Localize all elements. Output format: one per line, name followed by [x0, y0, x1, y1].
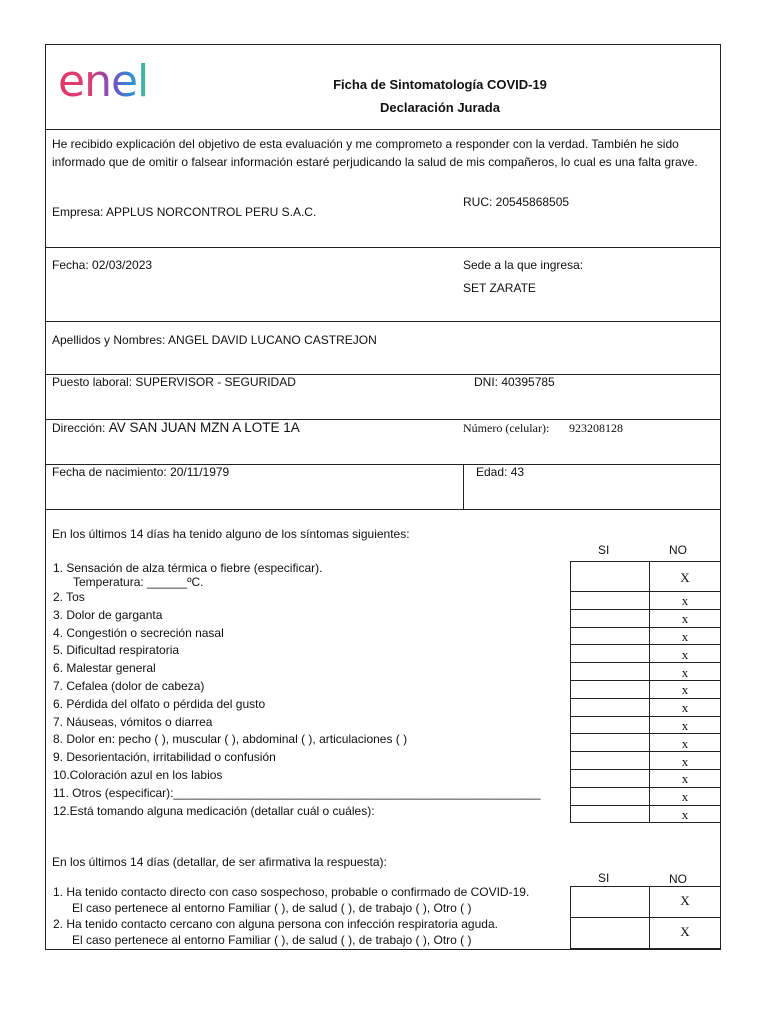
direccion-field — [52, 420, 300, 436]
divider — [45, 129, 721, 130]
symptom-item: 5. Dificultad respiratoria — [53, 643, 180, 658]
col-si: SI — [598, 871, 610, 885]
no-mark: x — [681, 682, 689, 698]
si-cell[interactable] — [570, 698, 650, 717]
si-cell[interactable] — [570, 886, 650, 918]
symptom-item: 2. Tos — [53, 590, 85, 604]
si-cell[interactable] — [570, 716, 650, 735]
no-mark: x — [681, 771, 689, 787]
no-mark: x — [681, 753, 689, 769]
celular-value: 923208128 — [569, 421, 623, 435]
symptom-item: 9. Desorientación, irritabilidad o confusión — [53, 750, 276, 765]
contacts-question: En los últimos 14 días (detallar, de ser afirmativa la respuesta): — [52, 855, 387, 869]
empresa-field: Empresa: APPLUS NORCONTROL PERU S.A.C. — [52, 205, 317, 219]
si-cell[interactable] — [570, 662, 650, 681]
si-cell[interactable] — [570, 787, 650, 806]
divider — [463, 464, 464, 509]
symptom-item: 12.Está tomando alguna medicación (detallar cuál o cuáles): — [53, 803, 375, 818]
no-mark: x — [681, 611, 689, 627]
symptom-item: 10.Coloración azul en los labios — [53, 768, 223, 782]
col-si: SI — [598, 543, 610, 557]
symptom-item: Temperatura: ______ºC. — [73, 575, 204, 589]
no-mark: X — [680, 893, 690, 908]
si-cell[interactable] — [570, 805, 650, 824]
enel-logo — [58, 58, 170, 104]
no-mark: x — [681, 646, 689, 662]
symptom-item: 6. Malestar general — [53, 661, 156, 676]
si-cell[interactable] — [570, 733, 650, 752]
direccion-value: AV SAN JUAN MZN A LOTE 1A — [108, 420, 300, 435]
direccion-label: Dirección: — [52, 421, 109, 435]
nacimiento-field: Fecha de nacimiento: 20/11/1979 — [52, 465, 230, 479]
si-cell[interactable] — [570, 609, 650, 628]
form-subtitle: Declaración Jurada — [380, 100, 500, 115]
si-cell[interactable] — [570, 769, 650, 788]
no-mark: X — [680, 569, 690, 585]
ruc-field: RUC: 20545868505 — [463, 195, 570, 209]
no-mark: x — [681, 735, 689, 751]
col-no: NO — [669, 543, 687, 557]
no-mark: x — [681, 700, 689, 716]
no-mark: x — [681, 718, 689, 733]
no-mark: X — [680, 924, 690, 939]
dni-field: DNI: 40395785 — [474, 375, 555, 389]
edad-field: Edad: 43 — [476, 465, 525, 479]
divider — [45, 321, 721, 322]
no-mark: x — [681, 593, 689, 609]
svg-text:enel: enel — [58, 58, 149, 104]
form-title: Ficha de Sintomatología COVID-19 — [333, 77, 547, 92]
contact-question-1: 1. Ha tenido contacto directo con caso sospechoso, probable o confirmado de COVID-19. — [53, 885, 530, 899]
symptom-item: 7. Náuseas, vómitos o diarrea — [53, 714, 213, 729]
contact-question-2-detail: El caso pertenece al entorno Familiar ( ), de salud ( ), de trabajo ( ), Otro ( ) — [72, 933, 472, 947]
si-cell[interactable] — [570, 644, 650, 663]
symptom-item: 11. Otros (especificar):_______________________________________________________ — [53, 785, 541, 800]
no-mark: x — [681, 789, 689, 805]
no-mark: x — [681, 664, 689, 680]
symptom-item: 7. Cefalea (dolor de cabeza) — [53, 679, 205, 693]
si-cell[interactable] — [570, 917, 650, 949]
contact-question-1-detail: El caso pertenece al entorno Familiar ( ), de salud ( ), de trabajo ( ), Otro ( ) — [72, 901, 472, 915]
si-cell[interactable] — [570, 680, 650, 699]
si-cell[interactable] — [570, 561, 650, 592]
symptom-item: 4. Congestión o secreción nasal — [53, 625, 224, 640]
nombres-field: Apellidos y Nombres: ANGEL DAVID LUCANO CASTREJON — [52, 333, 377, 347]
symptom-item: 8. Dolor en: pecho ( ), muscular ( ), abdominal ( ), articulaciones ( ) — [53, 732, 408, 747]
contact-question-2: 2. Ha tenido contacto cercano con alguna persona con infección respiratoria aguda. — [53, 917, 498, 931]
fecha-field: Fecha: 02/03/2023 — [52, 258, 153, 272]
si-cell[interactable] — [570, 627, 650, 646]
si-cell[interactable] — [570, 751, 650, 770]
col-no: NO — [669, 872, 687, 886]
no-mark: x — [681, 629, 689, 644]
puesto-field: Puesto laboral: SUPERVISOR - SEGURIDAD — [52, 375, 296, 389]
si-cell[interactable] — [570, 591, 650, 610]
divider — [45, 509, 721, 510]
intro-line: He recibido explicación del objetivo de esta evaluación y me comprometo a responder con la verdad. También he sido — [52, 137, 679, 151]
celular-label: Número (celular): — [463, 421, 550, 435]
sede-label: Sede a la que ingresa: — [463, 258, 584, 272]
intro-line: informado que de omitir o falsear información estaré perjudicando la salud de mis compañeros, lo cual es una falta grave. — [52, 155, 698, 169]
symptom-item: 1. Sensación de alza térmica o fiebre (especificar). — [53, 561, 323, 575]
divider — [45, 247, 721, 248]
symptom-item: 3. Dolor de garganta — [53, 607, 163, 622]
symptoms-question: En los últimos 14 días ha tenido alguno de los síntomas siguientes: — [52, 527, 410, 541]
sede-value: SET ZARATE — [463, 281, 536, 295]
no-mark: x — [681, 807, 689, 822]
symptom-item: 6. Pérdida del olfato o pérdida del gusto — [53, 696, 266, 711]
